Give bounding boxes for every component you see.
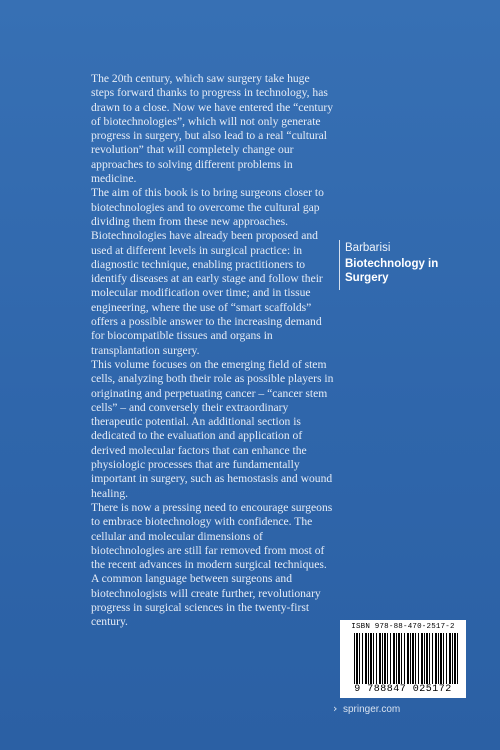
book-title: Biotechnology in Surgery [345, 258, 439, 284]
barcode [340, 620, 466, 698]
barcode-bars [354, 633, 458, 685]
title-divider [339, 240, 340, 290]
blurb-text [91, 72, 335, 630]
chevron-right-icon: › [333, 702, 338, 715]
blurb-paragraph: The aim of this book is to bring surgeons closer to biotechnologies and to overcome the cultural gap dividing them from these new approaches. [91, 186, 324, 228]
ean-number: 9 788847 025172 [340, 684, 466, 695]
author-name: Barbarisi [345, 242, 391, 254]
isbn-label: ISBN 978-88-470-2517-2 [351, 623, 455, 631]
blurb-paragraph: There is now a pressing need to encourage surgeons to embrace biotechnology with confidence. The cellular and molecular dimensions of biotechnologies are still far removed from most of the recent advances in modern surgical techniques. A common language between surgeons and biotechnologists will create further, revolutionary progress in surgical sciences in the twenty-first century. [91, 500, 333, 629]
blurb-paragraph: Biotechnologies have already been proposed and used at different levels in surgical practice: in diagnostic technique, enabling practitioners to identify diseases at an early stage and follow their molecular modification over time; and in tissue engineering, where the use of “smart scaffolds” offers a possible answer to the increasing demand for biocompatible tissues and organs in transplantation surgery. [91, 229, 323, 357]
blurb-paragraph: The 20th century, which saw surgery take huge steps forward thanks to progress in technology, has drawn to a close. Now we have entered the “century of biotechnologies”, which will not only generate progress in surgery, but also lead to a real “cultural revolution” that will completely change our approaches to solving different problems in medicine. [91, 72, 334, 186]
blurb-paragraph: This volume focuses on the emerging field of stem cells, analyzing both their role as possible players in originating and perpetuating cancer – “cancer stem cells” – and conversely their extraordinary therapeutic potential. An additional section is dedicated to the evaluation and application of derived molecular factors that can enhance the physiologic processes that are fundamentally important in surgery, such as hemostasis and wound healing. [91, 357, 334, 500]
publisher-url: springer.com [343, 704, 401, 715]
